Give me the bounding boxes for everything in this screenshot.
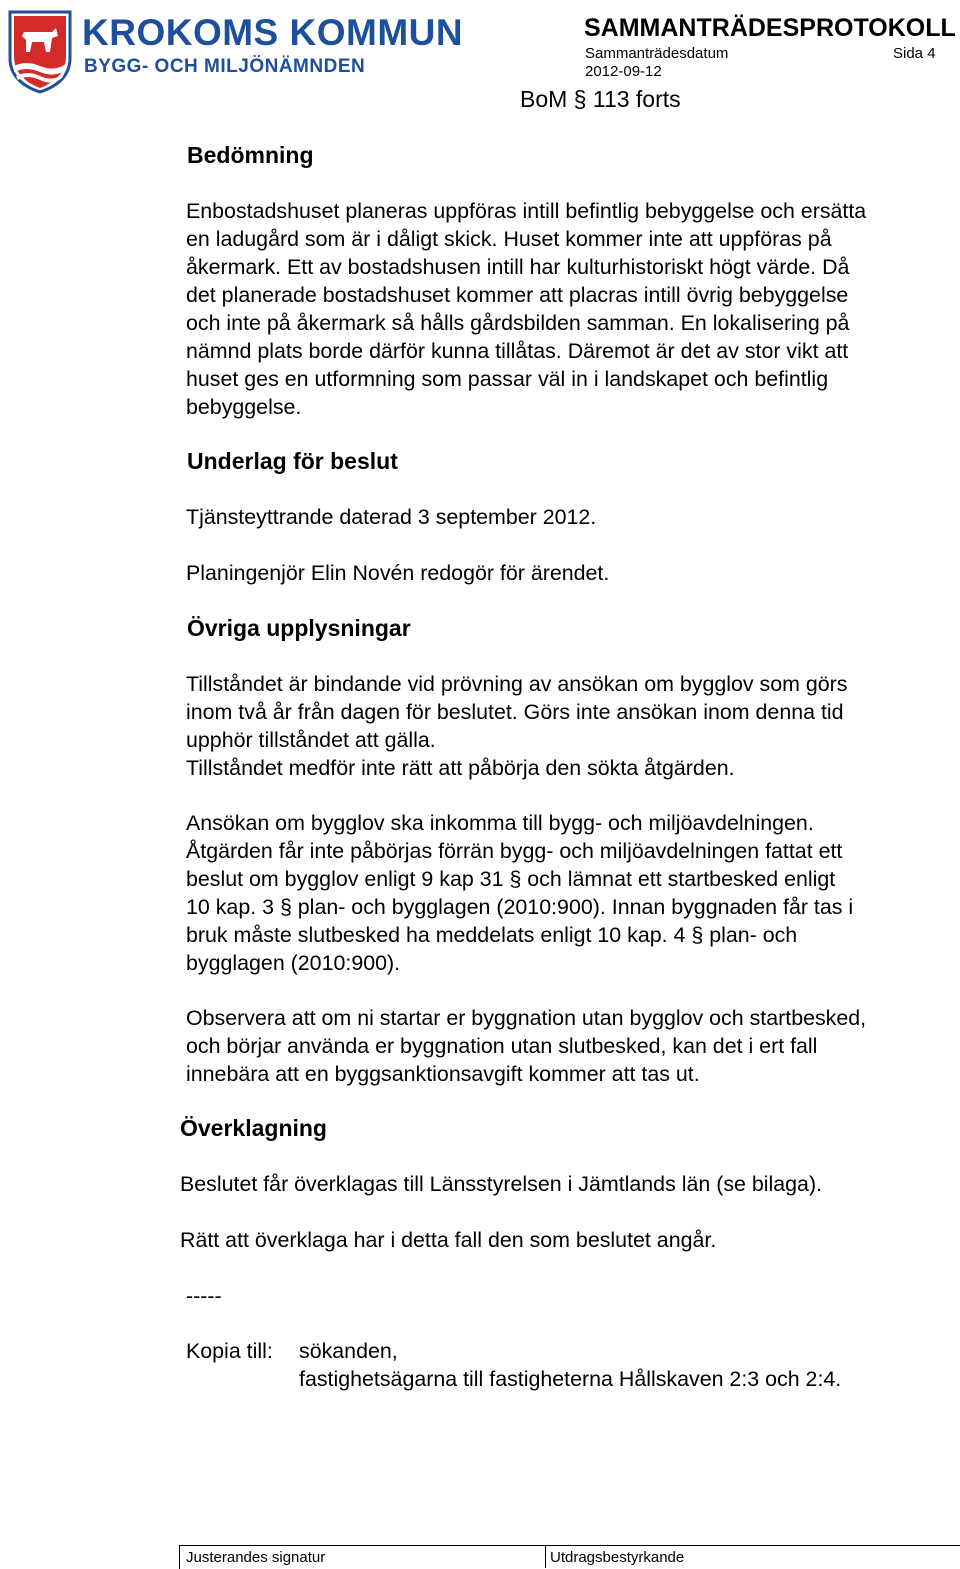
heading-underlag: Underlag för beslut (187, 448, 398, 474)
heading-bedomning: Bedömning (187, 142, 314, 168)
copy-to-recipient-1: sökanden, (299, 1339, 398, 1363)
ovriga-paragraph-3 (186, 1004, 866, 1088)
text-line: bygglagen (2010:900). (186, 951, 401, 975)
document-type: SAMMANTRÄDESPROTOKOLL (584, 14, 956, 42)
page-number: Sida 4 (893, 45, 936, 62)
signature-label: Justerandes signatur (186, 1549, 326, 1566)
text-line: 10 kap. 3 § plan- och bygglagen (2010:900). Innan byggnaden får tas i (186, 895, 854, 919)
text-line: upphör tillståndet att gälla. (186, 728, 436, 752)
separator: ----- (186, 1284, 222, 1308)
text-line: inom två år från dagen för beslutet. Görs inte ansökan inom denna tid (186, 700, 844, 724)
text-line: och inte på åkermark så hålls gårdsbilden samman. En lokalisering på (186, 311, 850, 335)
ovriga-paragraph-2 (186, 809, 853, 977)
municipality-logo (6, 8, 464, 98)
footer-divider (545, 1545, 546, 1568)
coat-of-arms-icon (6, 8, 74, 94)
underlag-line-2: Planingenjör Elin Novén redogör för ärendet. (186, 561, 610, 585)
text-line: nämnd plats borde därför kunna tillåtas. Däremot är det av stor vikt att (186, 339, 849, 363)
meeting-date-label: Sammanträdesdatum (585, 45, 729, 62)
overklagning-line-1: Beslutet får överklagas till Länsstyrelsen i Jämtlands län (se bilaga). (180, 1172, 823, 1196)
excerpt-label: Utdragsbestyrkande (550, 1549, 685, 1566)
underlag-line-1: Tjänsteyttrande daterad 3 september 2012. (186, 505, 597, 529)
logo-subtitle: BYGG- OCH MILJÖNÄMNDEN (84, 56, 366, 77)
text-line: och börjar använda er byggnation utan slutbesked, kan det i ert fall (186, 1034, 818, 1058)
text-line: en ladugård som är i dåligt skick. Huset kommer inte att uppföras på (186, 227, 832, 251)
text-line: bebyggelse. (186, 395, 302, 419)
text-line: åkermark. Ett av bostadshusen intill har kulturhistoriskt högt värde. Då (186, 255, 850, 279)
meeting-date: 2012-09-12 (585, 63, 662, 80)
heading-ovriga: Övriga upplysningar (187, 615, 411, 641)
text-line: Observera att om ni startar er byggnation utan bygglov och startbesked, (186, 1006, 867, 1030)
text-line: Enbostadshuset planeras uppföras intill befintlig bebyggelse och ersätta (186, 199, 867, 223)
text-line: Tillståndet är bindande vid prövning av ansökan om bygglov som görs (186, 672, 848, 696)
text-line: huset ges en utformning som passar väl in i landskapet och befintlig (186, 367, 829, 391)
heading-overklagning: Överklagning (180, 1115, 327, 1141)
overklagning-line-2: Rätt att överklaga har i detta fall den som beslutet angår. (180, 1228, 717, 1252)
copy-to-recipient-2: fastighetsägarna till fastigheterna Hållskaven 2:3 och 2:4. (299, 1367, 842, 1391)
bedomning-paragraph (186, 197, 866, 421)
text-line: innebära att en byggsanktionsavgift kommer att tas ut. (186, 1062, 700, 1086)
text-line: Tillståndet medför inte rätt att påbörja den sökta åtgärden. (186, 756, 735, 780)
logo-title: KROKOMS KOMMUN (82, 12, 464, 53)
copy-to-label: Kopia till: (186, 1339, 273, 1363)
text-line: Åtgärden får inte påbörjas förrän bygg- och miljöavdelningen fattat ett (186, 839, 843, 863)
ovriga-paragraph-1 (186, 670, 848, 782)
text-line: Ansökan om bygglov ska inkomma till bygg- och miljöavdelningen. (186, 811, 814, 835)
text-line: bruk måste slutbesked ha meddelats enligt 10 kap. 4 § plan- och (186, 923, 798, 947)
text-line: beslut om bygglov enligt 9 kap 31 § och lämnat ett startbesked enligt (186, 867, 836, 891)
text-line: det planerade bostadshuset kommer att placras intill övrig bebyggelse (186, 283, 849, 307)
case-reference: BoM § 113 forts (520, 86, 681, 112)
